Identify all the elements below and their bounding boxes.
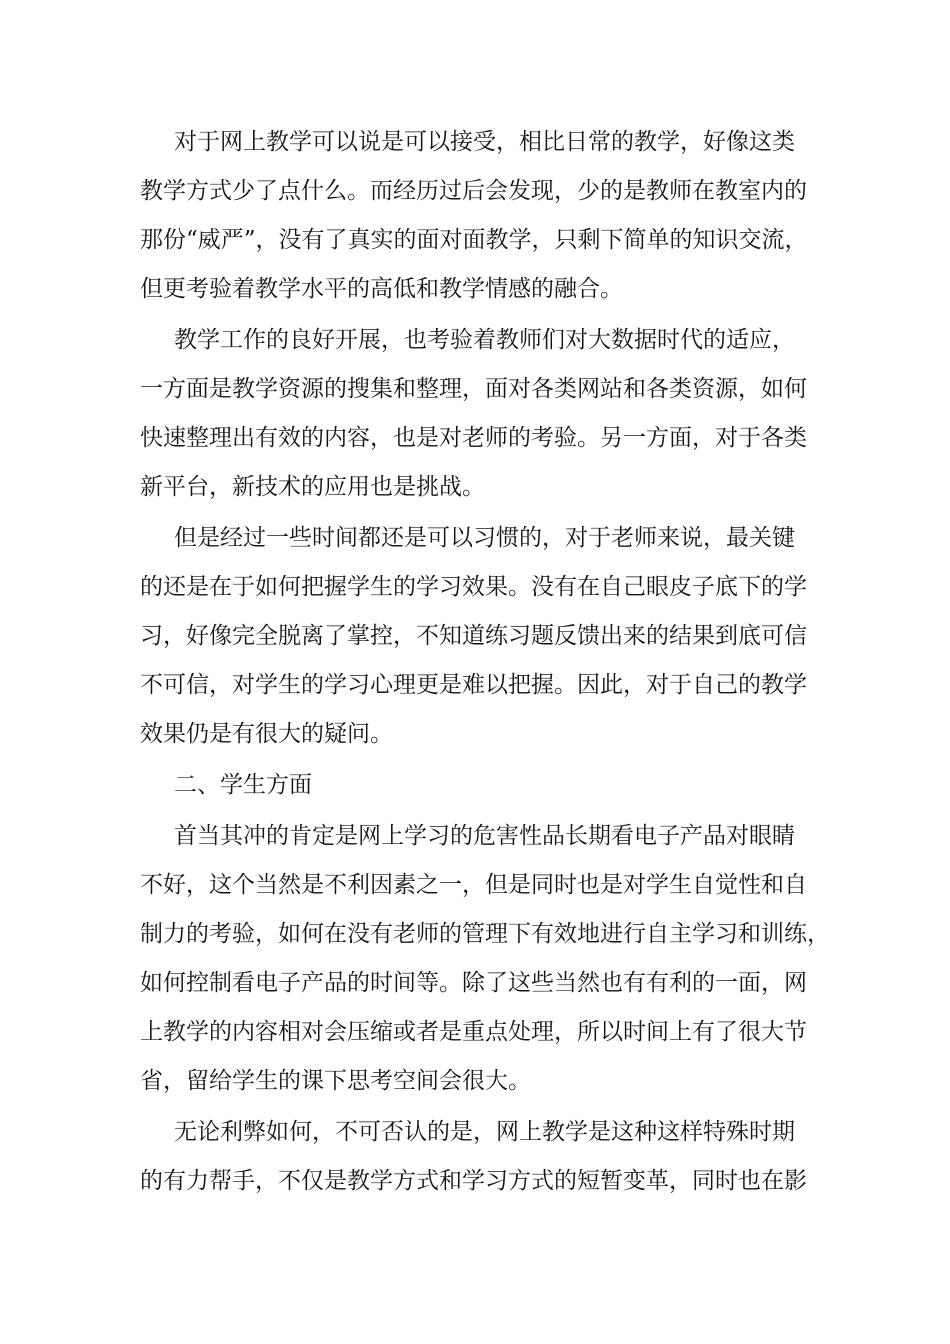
text-line: 教学工作的良好开展，也考验着教师们对大数据时代的适应， xyxy=(174,327,795,353)
paragraph xyxy=(140,118,830,314)
text-line: 对于网上教学可以说是可以接受，相比日常的教学，好像这类 xyxy=(174,129,795,155)
text-line: 习，好像完全脱离了掌控，不知道练习题反馈出来的结果到底可信 xyxy=(140,623,807,649)
document-body xyxy=(140,118,830,1206)
text-line: 制力的考验，如何在没有老师的管理下有效地进行自主学习和训练， xyxy=(140,921,830,947)
text-line: 不好，这个当然是不利因素之一，但是同时也是对学生自觉性和自 xyxy=(140,872,807,898)
paragraph xyxy=(140,514,830,759)
text-line: 无论利弊如何，不可否认的是，网上教学是这种这样特殊时期 xyxy=(174,1119,795,1145)
text-line: 但更考验着教学水平的高低和教学情感的融合。 xyxy=(140,276,623,302)
text-line: 那份“威严”，没有了真实的面对面教学，只剩下简单的知识交流， xyxy=(140,227,808,253)
text-line: 但是经过一些时间都还是可以习惯的，对于老师来说，最关键 xyxy=(174,525,795,551)
paragraph xyxy=(140,812,830,1106)
text-line: 新平台，新技术的应用也是挑战。 xyxy=(140,474,485,500)
text-line: 的还是在于如何把握学生的学习效果。没有在自己眼皮子底下的学 xyxy=(140,574,807,600)
paragraph xyxy=(140,316,830,512)
heading-line: 二、学生方面 xyxy=(174,772,312,798)
paragraph xyxy=(140,1108,830,1206)
text-line: 的有力帮手，不仅是教学方式和学习方式的短暂变革，同时也在影 xyxy=(140,1168,807,1194)
text-line: 不可信，对学生的学习心理更是难以把握。因此，对于自己的教学 xyxy=(140,672,807,698)
text-line: 省，留给学生的课下思考空间会很大。 xyxy=(140,1068,531,1094)
text-line: 上教学的内容相对会压缩或者是重点处理，所以时间上有了很大节 xyxy=(140,1019,807,1045)
section-heading xyxy=(140,761,830,810)
text-line: 快速整理出有效的内容，也是对老师的考验。另一方面，对于各类 xyxy=(140,425,807,451)
text-line: 效果仍是有很大的疑问。 xyxy=(140,721,393,747)
text-line: 一方面是教学资源的搜集和整理，面对各类网站和各类资源，如何 xyxy=(140,376,807,402)
text-line: 首当其冲的肯定是网上学习的危害性品长期看电子产品对眼睛 xyxy=(174,823,795,849)
text-line: 教学方式少了点什么。而经历过后会发现，少的是教师在教室内的 xyxy=(140,178,807,204)
text-line: 如何控制看电子产品的时间等。除了这些当然也有有利的一面，网 xyxy=(140,970,807,996)
